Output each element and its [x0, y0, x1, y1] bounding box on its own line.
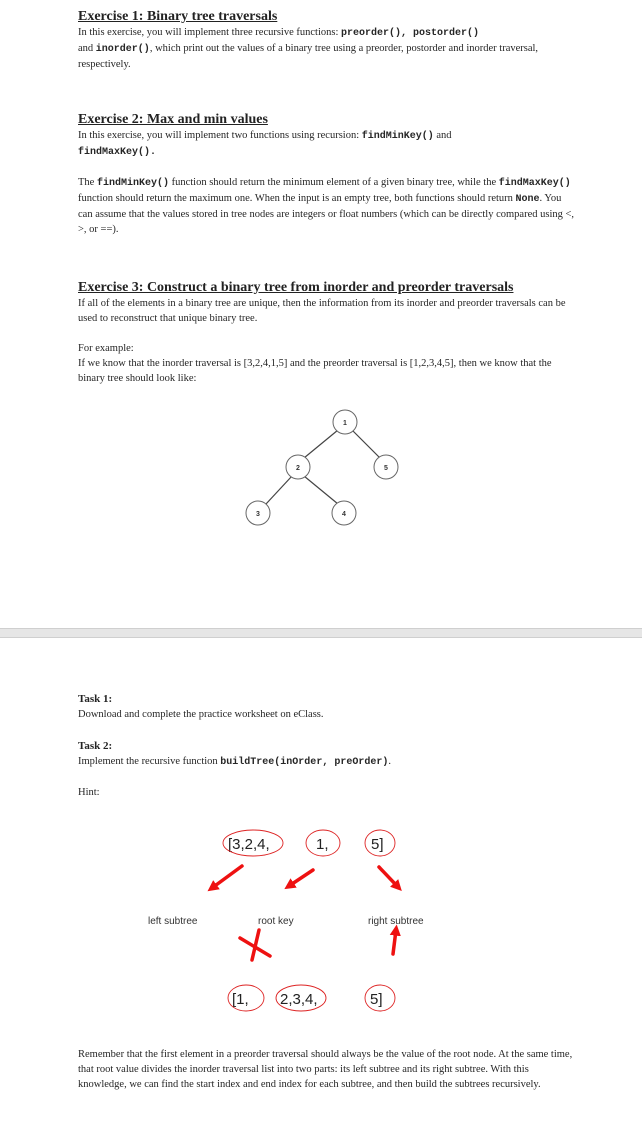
exercise-2-section [78, 112, 578, 237]
arrow-from-right-preorder [393, 930, 396, 954]
arrow-to-left-subtree [212, 866, 242, 888]
tree-node-5-label: 5 [384, 465, 388, 472]
hint-preorder-left: 2,3,4, [280, 991, 318, 1008]
left-subtree-label: left subtree [148, 916, 198, 927]
task-2-text: Implement the recursive function buildTree(inOrder, preOrder). [78, 756, 391, 768]
arrow-to-root-key [289, 870, 313, 886]
exercise-1-text: In this exercise, you will implement three recursive functions: preorder(), postorder() and inorder(), which print out the values of a binary tree using a preorder, postorder and inorder traversal, respectively. [78, 27, 539, 70]
remember-section [78, 1047, 578, 1092]
hint-label: Hint: [78, 787, 100, 798]
exercise-2-intro: In this exercise, you will implement two functions using recursion: findMinKey() and findMaxKey(). [78, 130, 452, 158]
exercise-2-title: Exercise 2: Max and min values [78, 112, 268, 127]
hint-inorder-right: 5] [371, 836, 384, 853]
arrow-to-right-subtree [379, 867, 398, 887]
hint-inorder-root: 1, [316, 836, 329, 853]
example-binary-tree [230, 404, 410, 534]
hint-diagram [140, 826, 460, 1018]
hint-preorder-root: [1, [232, 991, 249, 1008]
exercise-3-section [78, 280, 578, 386]
right-subtree-label: right subtree [368, 916, 424, 927]
task-1-section [78, 692, 578, 722]
task-1-title: Task 1: [78, 693, 113, 705]
document-page-2 [0, 637, 642, 1139]
exercise-1-section [78, 9, 578, 72]
tree-node-1-label: 1 [343, 420, 347, 427]
exercise-1-title: Exercise 1: Binary tree traversals [78, 9, 278, 24]
task-2-title: Task 2: [78, 740, 113, 752]
root-key-label: root key [258, 916, 294, 927]
tree-node-4-label: 4 [342, 511, 346, 518]
exercise-2-details: The findMinKey() function should return the minimum element of a given binary tree, while the findMaxKey() function should return the maximum one. When the input is an empty tree, both functions should return None. You can assume that the values stored in tree nodes are integers or float numbers (which can be directly compared using <, >, or ==). [78, 177, 575, 235]
example-text: If we know that the inorder traversal is [3,2,4,1,5] and the preorder traversal is [1,2,3,4,5], then we know that the binary tree should look like: [78, 358, 552, 384]
exercise-3-intro: If all of the elements in a binary tree are unique, then the information from its inorder and preorder traversals can be used to reconstruct that unique binary tree. [78, 298, 566, 324]
hint-preorder-right: 5] [370, 991, 383, 1008]
tree-node-3-label: 3 [256, 511, 260, 518]
task-1-text: Download and complete the practice worksheet on eClass. [78, 709, 324, 720]
example-label: For example: [78, 343, 134, 354]
task-2-section [78, 739, 578, 800]
hint-inorder-left: [3,2,4, [228, 836, 270, 853]
tree-node-2-label: 2 [296, 465, 300, 472]
exercise-3-title: Exercise 3: Construct a binary tree from inorder and preorder traversals [78, 280, 514, 295]
remember-text: Remember that the first element in a preorder traversal should always be the value of the root node. At the same time, that root value divides the inorder traversal list into two parts: its left subtree and its right subtree. With this knowledge, we can find the start index and end index for each subtree, and then build the subtrees recursively. [78, 1049, 573, 1090]
